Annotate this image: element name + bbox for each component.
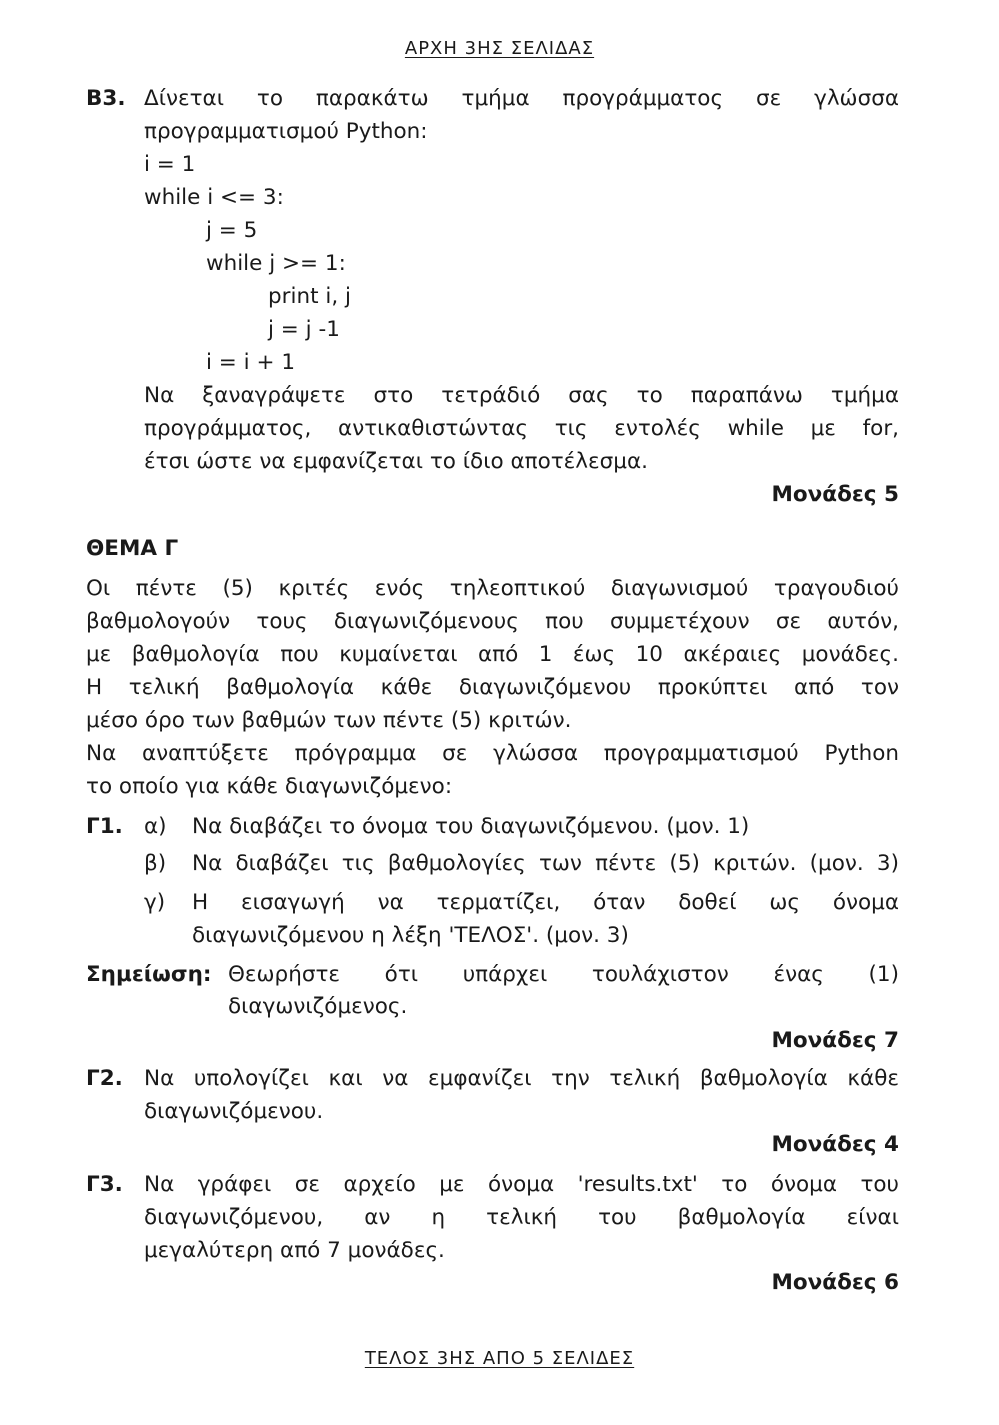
g1-item-a-label: α) (144, 814, 167, 839)
b3-intro-line-2: προγραμματισμού Python: (144, 119, 428, 144)
thema-g-paragraph-line-5: μέσο όρο των βαθμών των πέντε (5) κριτών. (86, 708, 572, 733)
question-b3-label: Β3. (86, 86, 126, 111)
code-line-1: i = 1 (144, 152, 196, 177)
thema-g-paragraph-line-1: Οι πέντε (5) κριτές ενός τηλεοπτικού διαγωνισμού τραγουδιού (86, 576, 899, 601)
note-label: Σημείωση: (86, 962, 212, 987)
code-line-3: j = 5 (206, 218, 258, 243)
b3-points: Μονάδες 5 (771, 482, 899, 507)
g3-points: Μονάδες 6 (771, 1270, 899, 1295)
b3-instruction-line-2: προγράμματος, αντικαθιστώντας τις εντολές while με for, (144, 416, 899, 441)
code-line-4: while j >= 1: (206, 251, 346, 276)
page-footer-text: ΤΕΛΟΣ 3ΗΣ ΑΠΟ 5 ΣΕΛΙΔΕΣ (364, 1348, 635, 1369)
g1-item-b-text: Να διαβάζει τις βαθμολογίες των πέντε (5) κριτών. (μον. 3) (192, 851, 899, 876)
code-line-5: print i, j (268, 284, 351, 309)
note-text-line-2: διαγωνιζόμενος. (228, 994, 408, 1019)
g3-text-line-1: Να γράφει σε αρχείο με όνομα 'results.txt' το όνομα του (144, 1172, 899, 1197)
thema-g-paragraph-line-4: Η τελική βαθμολογία κάθε διαγωνιζόμενου προκύπτει από τον (86, 675, 899, 700)
g1-item-c-label: γ) (144, 890, 166, 915)
g2-text-line-2: διαγωνιζόμενου. (144, 1099, 324, 1124)
b3-intro-line-1: Δίνεται το παρακάτω τμήμα προγράμματος σε γλώσσα (144, 86, 899, 111)
thema-g-paragraph-line-2: βαθμολογούν τους διαγωνιζόμενους που συμμετέχουν σε αυτόν, (86, 609, 899, 634)
b3-instruction-line-3: έτσι ώστε να εμφανίζεται το ίδιο αποτέλεσμα. (144, 449, 648, 474)
thema-g-paragraph-line-3: με βαθμολογία που κυμαίνεται από 1 έως 10 ακέραιες μονάδες. (86, 642, 899, 667)
g2-text-line-1: Να υπολογίζει και να εμφανίζει την τελική βαθμολογία κάθε (144, 1066, 899, 1091)
g1-item-c-text-line-1: Η εισαγωγή να τερματίζει, όταν δοθεί ως όνομα (192, 890, 899, 915)
thema-g-paragraph-line-6: Να αναπτύξετε πρόγραμμα σε γλώσσα προγραμματισμού Python (86, 741, 899, 766)
question-g3-label: Γ3. (86, 1172, 123, 1197)
g1-item-a-text: Να διαβάζει το όνομα του διαγωνιζόμενου. (μον. 1) (192, 814, 750, 839)
page-footer (0, 1348, 999, 1369)
g1-points: Μονάδες 7 (771, 1028, 899, 1053)
code-line-2: while i <= 3: (144, 185, 284, 210)
page-header (0, 38, 999, 59)
g1-item-b-label: β) (144, 851, 167, 876)
b3-instruction-line-1: Να ξαναγράψετε στο τετράδιό σας το παραπάνω τμήμα (144, 383, 899, 408)
question-g2-label: Γ2. (86, 1066, 123, 1091)
section-title-thema-g: ΘΕΜΑ Γ (86, 536, 179, 561)
g3-text-line-2: διαγωνιζόμενου, αν η τελική του βαθμολογία είναι (144, 1205, 899, 1230)
question-g1-label: Γ1. (86, 814, 123, 839)
note-text-line-1: Θεωρήστε ότι υπάρχει τουλάχιστον ένας (1) (228, 962, 899, 987)
g2-points: Μονάδες 4 (771, 1132, 899, 1157)
thema-g-paragraph-line-7: το οποίο για κάθε διαγωνιζόμενο: (86, 774, 453, 799)
g3-text-line-3: μεγαλύτερη από 7 μονάδες. (144, 1238, 445, 1263)
code-line-6: j = j -1 (268, 317, 340, 342)
page-header-text: ΑΡΧΗ 3ΗΣ ΣΕΛΙΔΑΣ (404, 38, 595, 59)
code-line-7: i = i + 1 (206, 350, 295, 375)
g1-item-c-text-line-2: διαγωνιζόμενου η λέξη 'ΤΕΛΟΣ'. (μον. 3) (192, 923, 629, 948)
